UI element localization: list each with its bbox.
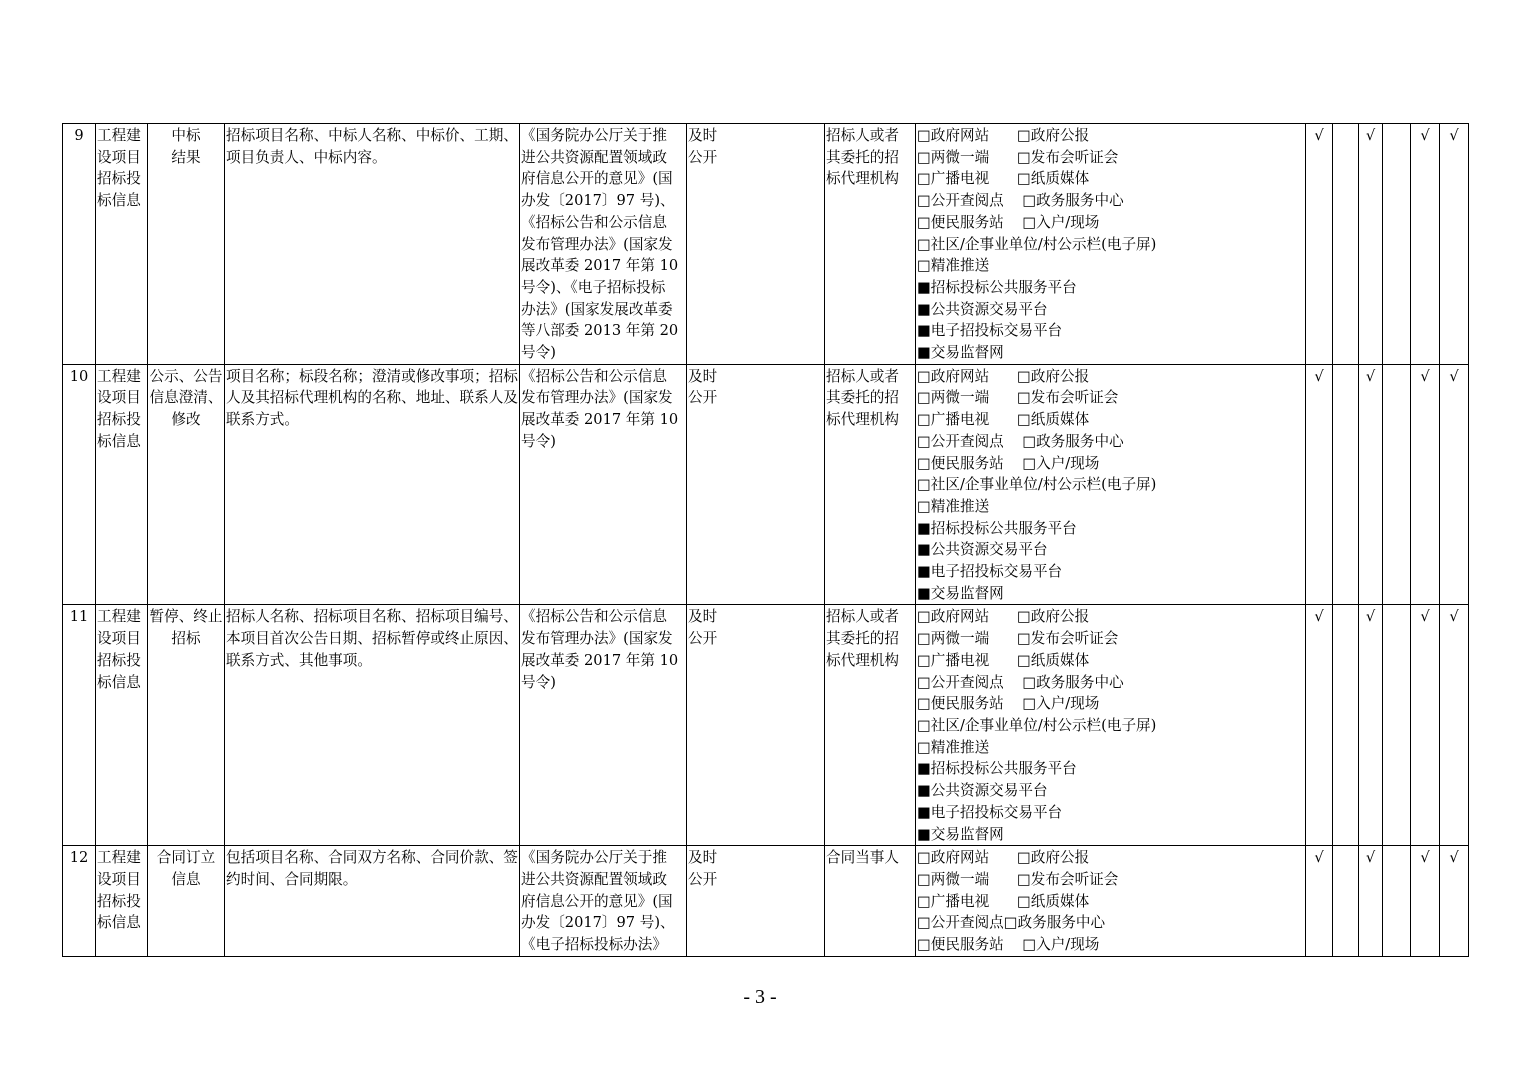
channel-option: □两微一端 □发布会听证会 — [917, 870, 1119, 888]
subject-cell — [96, 364, 148, 605]
channel-option: □便民服务站 □入户/现场 — [917, 936, 1100, 954]
table-body — [63, 124, 1469, 957]
table-row — [63, 846, 1469, 957]
time-line: 及时 — [688, 127, 718, 144]
basis-line: 发布管理办法》(国家发 — [521, 389, 673, 407]
category-line: 中标 — [171, 127, 201, 144]
basis-cell — [520, 846, 687, 957]
channel-option: □公开查阅点□政务服务中心 — [917, 914, 1106, 932]
body-line: 标代理机构 — [826, 651, 899, 669]
category-line: 结果 — [171, 148, 201, 166]
time-cell — [687, 124, 825, 365]
channel-option: ■公共资源交易平台 — [917, 782, 1048, 800]
body-line: 其委托的招 — [826, 389, 899, 407]
channel-option: □政府网站 □政府公报 — [917, 127, 1090, 144]
channel-option: □公开查阅点 □政务服务中心 — [917, 432, 1124, 450]
subject-line: 招标投 — [97, 411, 141, 429]
channel-option: □广播电视 □纸质媒体 — [917, 411, 1090, 429]
channel-option: ■交易监督网 — [917, 825, 1004, 843]
content-cell: 包括项目名称、合同双方名称、合同价款、签约时间、合同期限。 — [225, 846, 520, 957]
basis-line: 展改革委 2017 年第 10 — [521, 411, 679, 429]
basis-cell — [520, 124, 687, 365]
subject-line: 设项目 — [97, 870, 141, 888]
check-mark-cell — [1383, 605, 1411, 846]
subject-line: 工程建 — [97, 367, 141, 385]
subject-line: 招标投 — [97, 651, 141, 669]
channel-option: □两微一端 □发布会听证会 — [917, 630, 1119, 648]
basis-line: 进公共资源配置领域政 — [521, 148, 667, 166]
subject-line: 标信息 — [97, 914, 141, 932]
subject-line: 标信息 — [97, 192, 141, 210]
table-row — [63, 364, 1469, 605]
time-line: 公开 — [688, 870, 718, 888]
body-cell — [825, 605, 916, 846]
table-row — [63, 124, 1469, 365]
category-cell — [148, 124, 225, 365]
channel-option: □两微一端 □发布会听证会 — [917, 148, 1119, 166]
basis-line: 《招标公告和公示信息 — [521, 213, 667, 231]
check-mark-cell: √ — [1306, 364, 1333, 605]
table-row — [63, 605, 1469, 846]
channel-option: □公开查阅点 □政务服务中心 — [917, 192, 1124, 210]
check-mark-cell: √ — [1359, 364, 1383, 605]
time-cell — [687, 364, 825, 605]
check-mark-cell: √ — [1306, 846, 1333, 957]
subject-line: 设项目 — [97, 389, 141, 407]
body-line: 其委托的招 — [826, 148, 899, 166]
disclosure-table — [62, 123, 1469, 957]
channels-cell — [916, 364, 1306, 605]
time-line: 公开 — [688, 148, 718, 166]
category-line: 合同订立 — [156, 849, 216, 867]
channel-option: ■电子招投标交易平台 — [917, 563, 1063, 581]
body-cell — [825, 846, 916, 957]
body-cell — [825, 364, 916, 605]
basis-line: 府信息公开的意见》(国 — [521, 892, 673, 910]
body-line: 标代理机构 — [826, 170, 899, 188]
channels-cell — [916, 124, 1306, 365]
subject-line: 招标投 — [97, 170, 141, 188]
basis-line: 号令) — [521, 432, 556, 450]
basis-cell — [520, 364, 687, 605]
check-mark-cell: √ — [1306, 605, 1333, 846]
content-cell: 招标项目名称、中标人名称、中标价、工期、项目负责人、中标内容。 — [225, 124, 520, 365]
basis-line: 《招标公告和公示信息 — [521, 367, 667, 385]
row-number-cell: 12 — [63, 846, 96, 957]
basis-cell — [520, 605, 687, 846]
channels-cell — [916, 605, 1306, 846]
body-line: 其委托的招 — [826, 630, 899, 648]
check-mark-cell: √ — [1359, 124, 1383, 365]
subject-line: 工程建 — [97, 608, 141, 626]
basis-line: 《招标公告和公示信息 — [521, 608, 667, 626]
subject-line: 标信息 — [97, 673, 141, 691]
time-line: 公开 — [688, 389, 718, 407]
channel-option: ■交易监督网 — [917, 584, 1004, 602]
check-mark-cell: √ — [1411, 124, 1440, 365]
basis-line: 《电子招标投标办法》 — [521, 936, 667, 954]
check-mark-cell — [1333, 364, 1359, 605]
check-mark-cell: √ — [1359, 605, 1383, 846]
channel-option: □广播电视 □纸质媒体 — [917, 170, 1090, 188]
channel-option: □两微一端 □发布会听证会 — [917, 389, 1119, 407]
channel-option: □精准推送 — [917, 257, 990, 275]
check-mark-cell: √ — [1411, 364, 1440, 605]
basis-line: 《国务院办公厅关于推 — [521, 127, 667, 144]
page-number: - 3 - — [743, 986, 777, 1008]
check-mark-cell: √ — [1440, 124, 1469, 365]
basis-line: 办发〔2017〕97 号)、 — [521, 192, 675, 210]
check-mark-cell: √ — [1440, 846, 1469, 957]
channel-option: ■招标投标公共服务平台 — [917, 278, 1077, 296]
content-cell: 项目名称；标段名称；澄清或修改事项；招标人及其招标代理机构的名称、地址、联系人及联系方式。 — [225, 364, 520, 605]
basis-line: 发布管理办法》(国家发 — [521, 630, 673, 648]
channel-option: □广播电视 □纸质媒体 — [917, 651, 1090, 669]
basis-line: 展改革委 2017 年第 10 — [521, 257, 679, 275]
channel-option: ■交易监督网 — [917, 344, 1004, 362]
check-mark-cell: √ — [1306, 124, 1333, 365]
channel-option: □广播电视 □纸质媒体 — [917, 892, 1090, 910]
subject-line: 设项目 — [97, 148, 141, 166]
time-line: 公开 — [688, 630, 718, 648]
time-cell — [687, 605, 825, 846]
category-line: 修改 — [171, 411, 201, 429]
basis-line: 展改革委 2017 年第 10 — [521, 651, 679, 669]
check-mark-cell: √ — [1411, 605, 1440, 846]
check-mark-cell — [1333, 846, 1359, 957]
channel-option: ■招标投标公共服务平台 — [917, 760, 1077, 778]
subject-line: 招标投 — [97, 892, 141, 910]
channel-option: ■公共资源交易平台 — [917, 541, 1048, 559]
basis-line: 进公共资源配置领域政 — [521, 870, 667, 888]
check-mark-cell: √ — [1411, 846, 1440, 957]
time-line: 及时 — [688, 367, 718, 385]
subject-cell — [96, 124, 148, 365]
channel-option: ■招标投标公共服务平台 — [917, 519, 1077, 537]
check-mark-cell: √ — [1440, 605, 1469, 846]
subject-line: 工程建 — [97, 849, 141, 867]
basis-line: 号令) — [521, 344, 556, 362]
category-cell — [148, 605, 225, 846]
basis-line: 《国务院办公厅关于推 — [521, 849, 667, 867]
subject-line: 标信息 — [97, 432, 141, 450]
channel-option: □政府网站 □政府公报 — [917, 849, 1090, 867]
basis-line: 府信息公开的意见》(国 — [521, 170, 673, 188]
check-mark-cell — [1383, 364, 1411, 605]
time-line: 及时 — [688, 849, 718, 867]
row-number-cell: 9 — [63, 124, 96, 365]
body-line: 招标人或者 — [826, 127, 899, 144]
channel-option: □便民服务站 □入户/现场 — [917, 213, 1100, 231]
channel-option: □便民服务站 □入户/现场 — [917, 454, 1100, 472]
time-cell — [687, 846, 825, 957]
basis-line: 等八部委 2013 年第 20 — [521, 322, 679, 340]
category-line: 暂停、终止 — [149, 608, 223, 626]
category-line: 信息 — [171, 870, 201, 888]
category-cell — [148, 846, 225, 957]
body-line: 招标人或者 — [826, 367, 899, 385]
body-cell — [825, 124, 916, 365]
row-number-cell: 11 — [63, 605, 96, 846]
channel-option: ■电子招投标交易平台 — [917, 803, 1063, 821]
category-line: 公示、公告 — [149, 367, 223, 385]
channel-option: □便民服务站 □入户/现场 — [917, 695, 1100, 713]
channel-option: ■电子招投标交易平台 — [917, 322, 1063, 340]
basis-line: 发布管理办法》(国家发 — [521, 235, 673, 253]
basis-line: 号令)、《电子招标投标 — [521, 278, 666, 296]
basis-line: 办发〔2017〕97 号)、 — [521, 914, 675, 932]
basis-line: 号令) — [521, 673, 556, 691]
channel-option: □社区/企事业单位/村公示栏(电子屏) — [917, 476, 1157, 494]
channels-cell — [916, 846, 1306, 957]
row-number-cell: 10 — [63, 364, 96, 605]
category-line: 信息澄清、 — [149, 389, 223, 407]
channel-option: □社区/企事业单位/村公示栏(电子屏) — [917, 235, 1157, 253]
subject-line: 设项目 — [97, 630, 141, 648]
channel-option: □精准推送 — [917, 738, 990, 756]
content-cell: 招标人名称、招标项目名称、招标项目编号、本项目首次公告日期、招标暂停或终止原因、联系方式、其他事项。 — [225, 605, 520, 846]
subject-line: 工程建 — [97, 127, 141, 144]
check-mark-cell: √ — [1359, 846, 1383, 957]
subject-cell — [96, 846, 148, 957]
check-mark-cell — [1383, 846, 1411, 957]
subject-cell — [96, 605, 148, 846]
body-line: 标代理机构 — [826, 411, 899, 429]
body-line: 招标人或者 — [826, 608, 899, 626]
channel-option: □公开查阅点 □政务服务中心 — [917, 673, 1124, 691]
channel-option: □政府网站 □政府公报 — [917, 367, 1090, 385]
channel-option: ■公共资源交易平台 — [917, 300, 1048, 318]
basis-line: 办法》(国家发展改革委 — [521, 300, 673, 318]
channel-option: □政府网站 □政府公报 — [917, 608, 1090, 626]
body-line: 合同当事人 — [826, 849, 899, 867]
channel-option: □精准推送 — [917, 497, 990, 515]
category-cell — [148, 364, 225, 605]
check-mark-cell: √ — [1440, 364, 1469, 605]
check-mark-cell — [1383, 124, 1411, 365]
check-mark-cell — [1333, 605, 1359, 846]
category-line: 招标 — [171, 630, 201, 648]
channel-option: □社区/企事业单位/村公示栏(电子屏) — [917, 716, 1157, 734]
check-mark-cell — [1333, 124, 1359, 365]
time-line: 及时 — [688, 608, 718, 626]
